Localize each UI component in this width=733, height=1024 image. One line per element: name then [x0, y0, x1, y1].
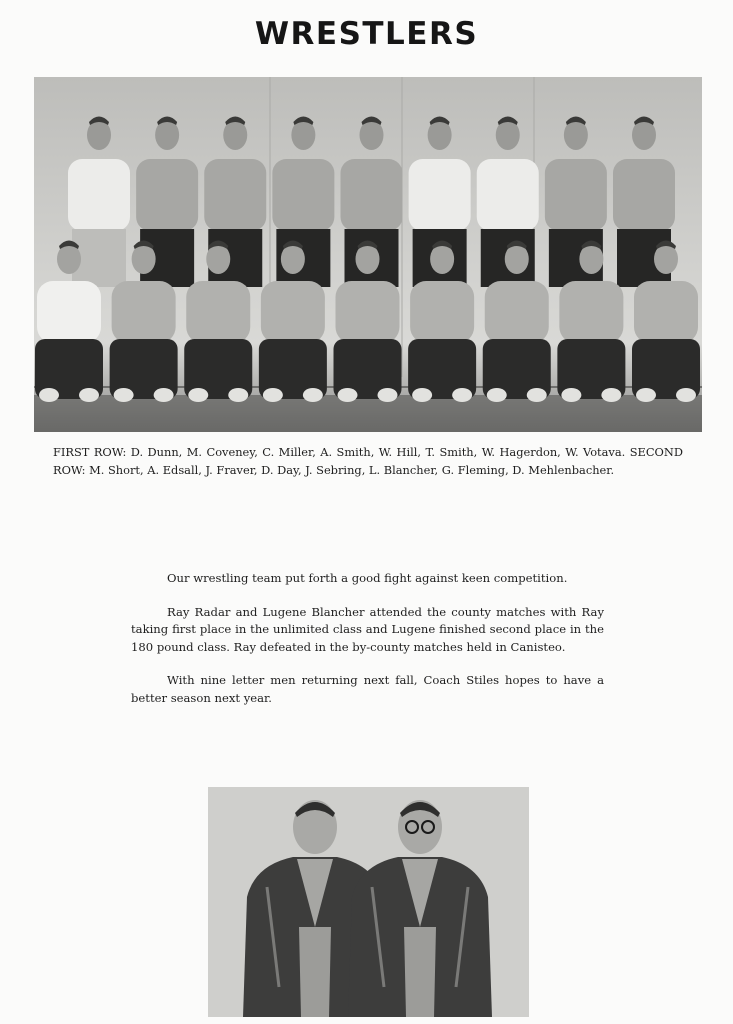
- team-photo: [34, 77, 702, 432]
- article-paragraph: With nine letter men returning next fall, Coach Stiles hopes to have a better season next year.: [131, 673, 604, 705]
- page-title: WRESTLERS: [254, 16, 479, 52]
- photo-caption: FIRST ROW: D. Dunn, M. Coveney, C. Miller, A. Smith, W. Hill, T. Smith, W. Hagerdon, W. Votava. SECOND ROW: M. Short, A. Edsall, J. Fraver, D. Day, J. Sebring, L. Blancher, G. Fleming, D. Mehlenbacher.: [53, 445, 683, 477]
- article-paragraph: Our wrestling team put forth a good fight against keen competition.: [167, 571, 568, 585]
- article-body: [131, 570, 604, 723]
- article-paragraph: Ray Radar and Lugene Blancher attended the county matches with Ray taking first place in the unlimited class and Lugene finished second place in the 180 pound class. Ray defeated in the by-county matches held in Canisteo.: [131, 604, 604, 654]
- duo-photo: [208, 787, 529, 1017]
